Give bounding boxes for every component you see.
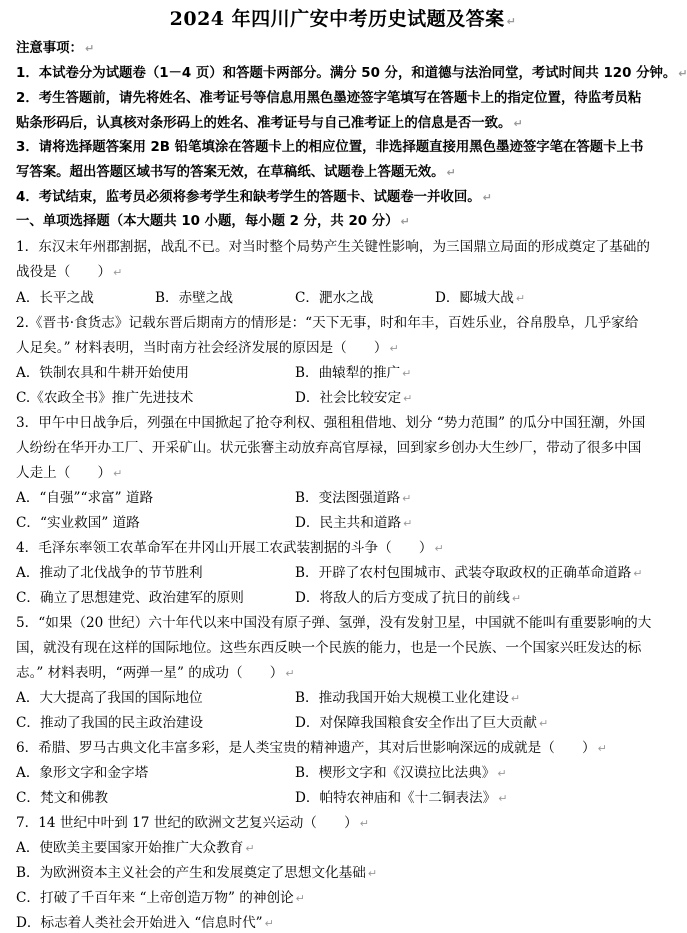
q1-option-d: D．郾城大战 ↵ [435, 290, 526, 306]
q3-option-c: C．“实业救国” 道路 [16, 515, 140, 531]
q7-option-d: D．标志着人类社会开始进入 “信息时代” ↵ [16, 915, 274, 931]
q7-stem-line1: 7．14 世纪中叶到 17 世纪的欧洲文艺复兴运动（ ） ↵ [16, 815, 369, 831]
q5-stem-line2: 国，就没有现在这样的国际地位。这些东西反映一个民族的能力，也是一个民族、一个国家兴旺发达的标 [16, 640, 642, 656]
q3-stem-line1: 3．甲午中日战争后，列强在中国掀起了抢夺利权、强租租借地、划分 “势力范围” 的瓜分中国狂潮，外国 [16, 415, 646, 431]
notice-item-2b: 贴条形码后，认真核对条形码上的姓名、准考证号与自己准考证上的信息是否一致。 ↵ [16, 116, 523, 131]
q4-option-a: A．推动了北伐战争的节节胜利 [16, 565, 203, 581]
q7-option-a: A．使欧美主要国家开始推广大众教育 ↵ [16, 840, 255, 856]
q2-option-c: C.《农政全书》推广先进技术 [16, 390, 194, 406]
q6-stem-line1: 6．希腊、罗马古典文化丰富多彩，是人类宝贵的精神遗产，其对后世影响深远的成就是（ ） ↵ [16, 740, 607, 756]
q3-stem-line3: 人走上（ ） ↵ [16, 465, 123, 481]
notice-item-4: 4．考试结束，监考员必须将参考学生和缺考学生的答题卡、试题卷一并收回。 ↵ [16, 190, 492, 205]
q4-option-c: C．确立了思想建党、政治建军的原则 [16, 590, 244, 606]
q7-option-c: C．打破了千百年来 “上帝创造万物” 的神创论 ↵ [16, 890, 305, 906]
q2-option-d: D．社会比较安定 ↵ [295, 390, 413, 406]
q5-stem-line1: 5．“如果（20 世纪）六十年代以来中国没有原子弹、氢弹，没有发射卫星，中国就不能叫有重要影响的大 [16, 615, 652, 631]
q4-option-b: B．开辟了农村包围城市、武装夺取政权的正确革命道路 ↵ [295, 565, 643, 581]
q6-option-a: A．象形文字和金字塔 [16, 765, 149, 781]
q1-stem-line1: 1．东汉末年州郡割据，战乱不已。对当时整个局势产生关键性影响，为三国鼎立局面的形成奠定了基础的 [16, 239, 650, 255]
q4-stem-line1: 4．毛泽东率领工农革命军在井冈山开展工农武装割据的斗争（ ） ↵ [16, 540, 444, 556]
q1-option-a: A．长平之战 [16, 290, 94, 306]
q1-option-b: B．赤壁之战 [155, 290, 233, 306]
q6-option-c: C．梵文和佛教 [16, 790, 108, 806]
q6-option-d: D．帕特农神庙和《十二铜表法》 ↵ [295, 790, 508, 806]
q3-option-a: A．“自强”“求富” 道路 [16, 490, 154, 506]
page-title: 2024 年四川广安中考历史试题及答案 ↵ [169, 8, 517, 30]
q5-stem-line3: 志。” 材料表明，“两弹一星” 的成功（ ） ↵ [16, 665, 295, 681]
q6-option-b: B．楔形文字和《汉谟拉比法典》 ↵ [295, 765, 507, 781]
notice-item-2a: 2．考生答题前，请先将姓名、准考证号等信息用黑色墨迹签字笔填写在答题卡上的指定位置，待监考员粘 [16, 91, 642, 106]
notice-item-1: 1．本试卷分为试题卷（1－4 页）和答题卡两部分。满分 50 分，和道德与法治同堂，考试时间共 120 分钟。 ↵ [16, 66, 687, 81]
q2-stem-line2: 人足矣。” 材料表明，当时南方社会经济发展的原因是（ ） ↵ [16, 340, 399, 356]
q3-option-d: D．民主共和道路 ↵ [295, 515, 413, 531]
q5-option-c: C．推动了我国的民主政治建设 [16, 715, 204, 731]
q5-option-d: D．对保障我国粮食安全作出了巨大贡献 ↵ [295, 715, 549, 731]
notice-heading: 注意事项： ↵ [16, 41, 95, 56]
q1-option-c: C．淝水之战 [295, 290, 374, 306]
notice-item-3b: 写答案。超出答题区域书写的答案无效，在草稿纸、试题卷上答题无效。 ↵ [16, 165, 456, 180]
q2-stem-line1: 2.《晋书·食货志》记载东晋后期南方的情形是：“天下无事，时和年丰，百姓乐业，谷帛殷阜，几乎家给 [16, 315, 639, 331]
section-heading: 一、单项选择题（本大题共 10 小题，每小题 2 分，共 20 分） ↵ [16, 214, 410, 229]
q2-option-b: B．曲辕犁的推广 ↵ [295, 365, 412, 381]
q3-option-b: B．变法图强道路 ↵ [295, 490, 412, 506]
q5-option-a: A．大大提高了我国的国际地位 [16, 690, 203, 706]
notice-item-3a: 3．请将选择题答案用 2B 铅笔填涂在答题卡上的相应位置，非选择题直接用黑色墨迹签字笔在答题卡上书 [16, 140, 644, 155]
q2-option-a: A．铁制农具和牛耕开始使用 [16, 365, 189, 381]
q4-option-d: D．将敌人的后方变成了抗日的前线 ↵ [295, 590, 522, 606]
q5-option-b: B．推动我国开始大规模工业化建设 ↵ [295, 690, 521, 706]
q7-option-b: B．为欧洲资本主义社会的产生和发展奠定了思想文化基础 ↵ [16, 865, 378, 881]
q1-stem-line2: 战役是（ ） ↵ [16, 264, 123, 280]
q3-stem-line2: 人纷纷在华开办工厂、开采矿山。状元张謇主动放弃高官厚禄，回到家乡创办大生纱厂，带动了很多中国 [16, 440, 642, 456]
